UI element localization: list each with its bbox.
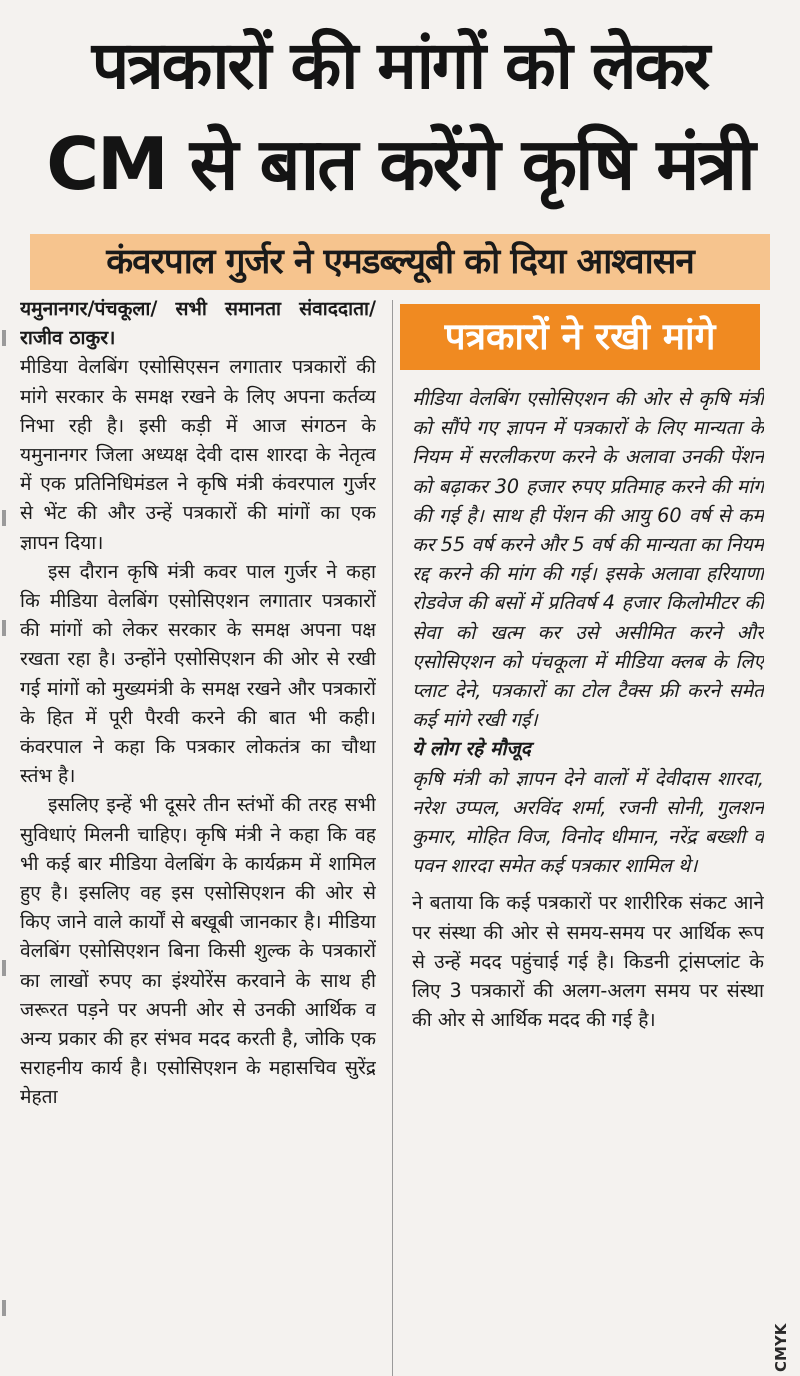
right-column [412, 384, 764, 1376]
left-paragraph-2: इस दौरान कृषि मंत्री कवर पाल गुर्जर ने कहा कि मीडिया वेलबिंग एसोसिएशन लगातार पत्रकारों की मांगों को लेकर सरकार के समक्ष अपना पक्ष रखता रहा है। उन्होंने एसोसिएशन की ओर से रखी गई मांगों को मुख्यमंत्री के समक्ष रखने और पत्रकारों के हित में पूरी पैरवी करने की बात भी कही। कंवरपाल ने कहा कि पत्रकार लोकतंत्र का चौथा स्तंभ है। [20, 559, 376, 788]
headline-line-1: पत्रकारों की मांगों को लेकर [91, 27, 709, 104]
right-paragraph-2: कृषि मंत्री को ज्ञापन देने वालों में देवीदास शारदा, नरेश उप्पल, अरविंद शर्मा, रजनी सोनी, गुलशन कुमार, मोहित विज, विनोद धीमान, नरेंद्र बख्शी व पवन शारदा समेत कई पत्रकार शामिल थे। [412, 766, 764, 878]
margin-mark [2, 620, 6, 636]
subsection-label: ये लोग रहे मौजूद [412, 737, 531, 761]
right-paragraph-1: मीडिया वेलबिंग एसोसिएशन की ओर से कृषि मंत्री को सौंपे गए ज्ञापन में पत्रकारों के लिए मान्यता के नियम में सरलीकरण करने के अलावा उनकी पेंशन को बढ़ाकर 30 हजार रुपए प्रतिमाह करने की मांग की गई है। साथ ही पेंशन की आयु 60 वर्ष से कम कर 55 वर्ष करने और 5 वर्ष की मान्यता का नियम रद्द करने की मांग की गई। इसके अलावा हरियाणा रोडवेज की बसों में प्रतिवर्ष 4 हजार किलोमीटर की सेवा को खत्म कर उसे असीमित करने और एसोसिएशन को पंचकूला में मीडिया क्लब के लिए प्लाट देने, पत्रकारों का टोल टैक्स फ्री करने समेत कई मांगे रखी गई। [412, 387, 764, 732]
box-heading: पत्रकारों ने रखी मांगे [400, 304, 760, 370]
column-divider [392, 300, 393, 1376]
subheadline-highlight [30, 234, 770, 290]
margin-mark [2, 510, 6, 526]
margin-mark [2, 1300, 6, 1316]
margin-mark [2, 960, 6, 976]
right-paragraph-3: ने बताया कि कई पत्रकारों पर शारीरिक संकट आने पर संस्था की ओर से समय-समय पर आर्थिक रूप से उन्हें मदद पहुंचाई गई है। किडनी ट्रांसप्लांट के लिए 3 पत्रकारों की अलग-अलग समय पर संस्था की ओर से आर्थिक मदद की गई है। [412, 891, 764, 1032]
headline-line-2: CM से बात करेंगे कृषि मंत्री [46, 122, 754, 206]
margin-mark [2, 330, 6, 346]
subheadline: कंवरपाल गुर्जर ने एमडब्ल्यूबी को दिया आश्वासन [106, 242, 694, 282]
byline: यमुनानगर/पंचकूला/ सभी समानता संवाददाता/राजीव ठाकुर। [20, 297, 376, 350]
left-paragraph-1: मीडिया वेलबिंग एसोसिएसन लगातार पत्रकारों की मांगे सरकार के समक्ष रखने के लिए अपना कर्तव्य निभा रही है। इसी कड़ी में आज संगठन के यमुनानगर जिला अध्यक्ष देवी दास शारदा के नेतृत्व में एक प्रतिनिधिमंडल ने कृषि मंत्री कंवरपाल गुर्जर से भेंट की और उन्हें पत्रकारों की मांगों का एक ज्ञापन दिया। [20, 355, 376, 554]
left-paragraph-3: इसलिए इन्हें भी दूसरे तीन स्तंभों की तरह सभी सुविधाएं मिलनी चाहिए। कृषि मंत्री ने कहा कि वह भी कई बार मीडिया वेलबिंग के कार्यक्रम में शामिल हुए है। इसलिए वह इस एसोसिएशन की ओर से किए जाने वाले कार्यों से बखूबी जानकार है। मीडिया वेलबिंग एसोसिएशन बिना किसी शुल्क के पत्रकारों का लाखों रुपए का इंश्योरेंस करवाने के साथ ही जरूरत पड़ने पर अपनी ओर से उनकी आर्थिक व अन्य प्रकार की हर संभव मदद करती है, जोकि एक सराहनीय कार्य है। एसोसिएशन के महासचिव सुरेंद्र मेहता [20, 793, 376, 1109]
cmyk-print-mark: CMYK [772, 1323, 790, 1372]
left-column [20, 294, 376, 1376]
